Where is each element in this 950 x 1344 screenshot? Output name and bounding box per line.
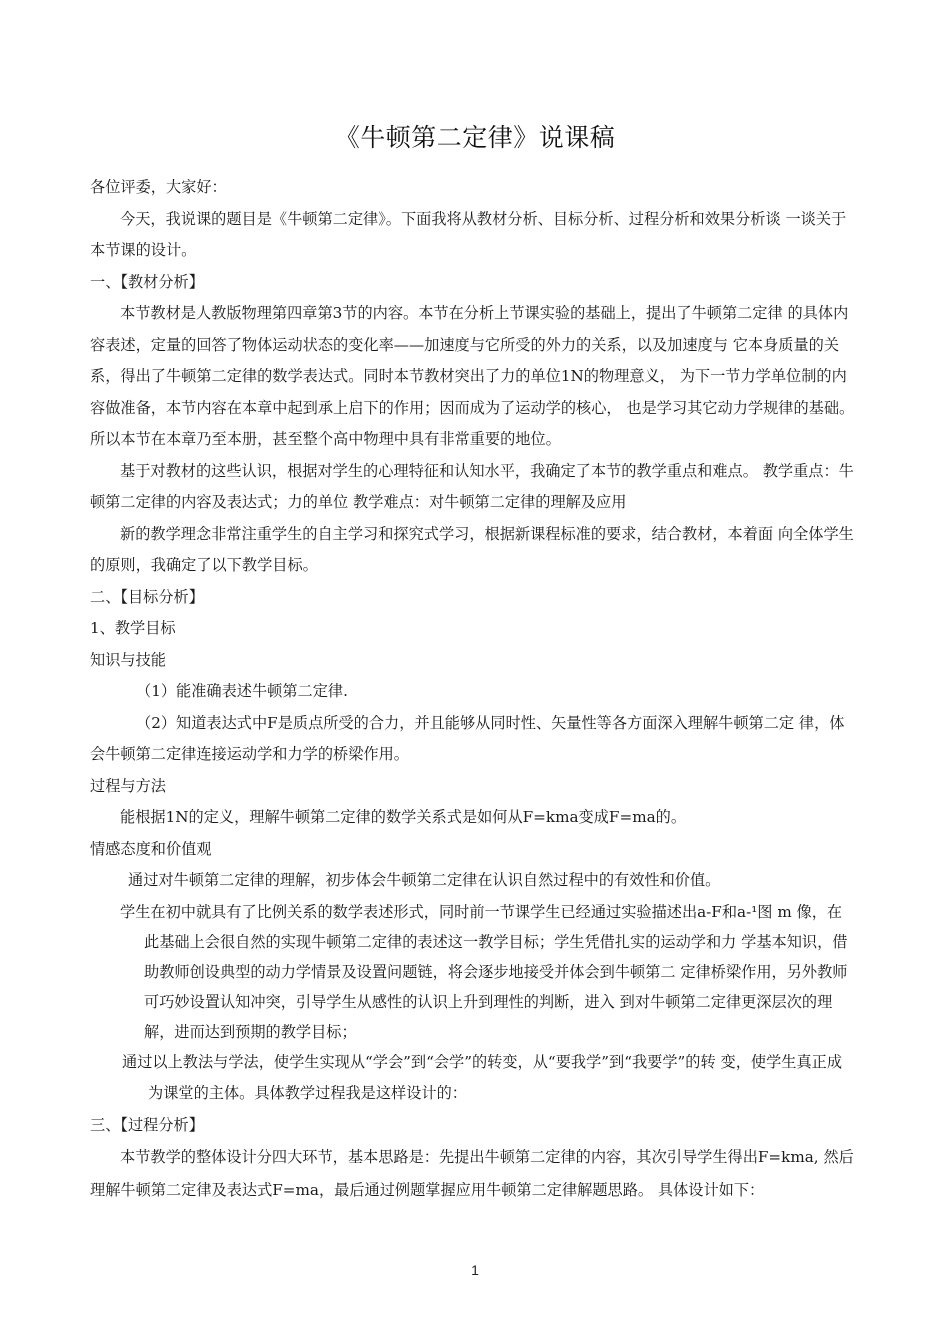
textbook-analysis-paragraph: 本节教材是人教版物理第四章第3节的内容。本节在分析上节课实验的基础上，提出了牛顿第二定律 的具体内容表述，定量的回答了物体运动状态的变化率——加速度与它所受的外力的关系，以及加速度与 它本身质量的关系，得出了牛顿第二定律的数学表达式。同时本节教材突出了力的单位1N的物理意义， 为下一节力学单位制的内容做准备，本节内容在本章中起到承上启下的作用；因而成为了运动学的核心， 也是学习其它动力学规律的基础。所以本节在本章乃至本册，甚至整个高中物理中具有非常重要的地位。 xyxy=(90,304,855,448)
document-title: 《牛顿第二定律》说课稿 xyxy=(334,123,616,152)
teaching-goals-intro-paragraph: 新的教学理念非常注重学生的自主学习和探究式学习，根据新课程标准的要求，结合教材，本着面 向全体学生的原则，我确定了以下教学目标。 xyxy=(90,524,854,574)
process-method-paragraph: 能根据1N的定义，理解牛顿第二定律的数学关系式是如何从F=kma变成F=ma的。 xyxy=(120,808,687,826)
greeting: 各位评委，大家好： xyxy=(90,178,227,196)
goal-item-1: （1）能准确表述牛顿第二定律. xyxy=(136,682,348,700)
section-heading-goal-analysis: 二、【目标分析】 xyxy=(90,587,204,606)
goal-item-2: （2）知道表达式中F是质点所受的合力，并且能够从同时性、矢量性等各方面深入理解牛顿第二定 律，体会牛顿第二定律连接运动学和力学的桥梁作用。 xyxy=(90,713,845,763)
document-body xyxy=(90,172,855,1207)
key-points-paragraph: 基于对教材的这些认识，根据对学生的心理特征和认知水平，我确定了本节的教学重点和难点。 教学重点：牛顿第二定律的内容及表达式；力的单位 教学难点：对牛顿第二定律的理解及应用 xyxy=(90,461,854,511)
emotion-values-paragraph: 通过对牛顿第二定律的理解，初步体会牛顿第二定律在认识自然过程中的有效性和价值。 xyxy=(128,871,721,889)
section-heading-process-analysis: 三、【过程分析】 xyxy=(90,1115,204,1134)
page-number: 1 xyxy=(471,1262,479,1278)
learning-analysis-paragraph: 学生在初中就具有了比例关系的数学表述形式，同时前一节课学生已经通过实验描述出a-F和a-¹图 m 像，在此基础上会很自然的实现牛顿第二定律的表述这一教学目标；学生凭借扎实的运动学和力 学基本知识，借助教师创设典型的动力学情景及设置问题链，将会逐步地接受并体会到牛顿第二 定律桥梁作用，另外教师可巧妙设置认知冲突，引导学生从感性的认识上升到理性的判断，进入 到对牛顿第二定律更深层次的理解，进而达到预期的教学目标； xyxy=(120,902,848,1041)
teaching-method-paragraph: 通过以上教法与学法，使学生实现从“学会”到“会学”的转变，从“要我学”到“我要学”的转 变，使学生真正成为课堂的主体。具体教学过程我是这样设计的： xyxy=(122,1052,843,1102)
process-analysis-paragraph: 本节教学的整体设计分四大环节，基本思路是：先提出牛顿第二定律的内容，其次引导学生得出F=kma, 然后理解牛顿第二定律及表达式F=ma，最后通过例题掌握应用牛顿第二定律解题思路。 具体设计如下： xyxy=(90,1148,854,1199)
subheading-knowledge-skills: 知识与技能 xyxy=(90,650,166,669)
subheading-teaching-goals: 1、教学目标 xyxy=(90,619,176,637)
subheading-process-method: 过程与方法 xyxy=(90,776,166,795)
subheading-emotion-values: 情感态度和价值观 xyxy=(90,839,212,858)
section-heading-textbook-analysis: 一、【教材分析】 xyxy=(90,272,204,291)
intro-paragraph: 今天，我说课的题目是《牛顿第二定律》。下面我将从教材分析、目标分析、过程分析和效果分析谈 一谈关于本节课的设计。 xyxy=(90,209,847,259)
